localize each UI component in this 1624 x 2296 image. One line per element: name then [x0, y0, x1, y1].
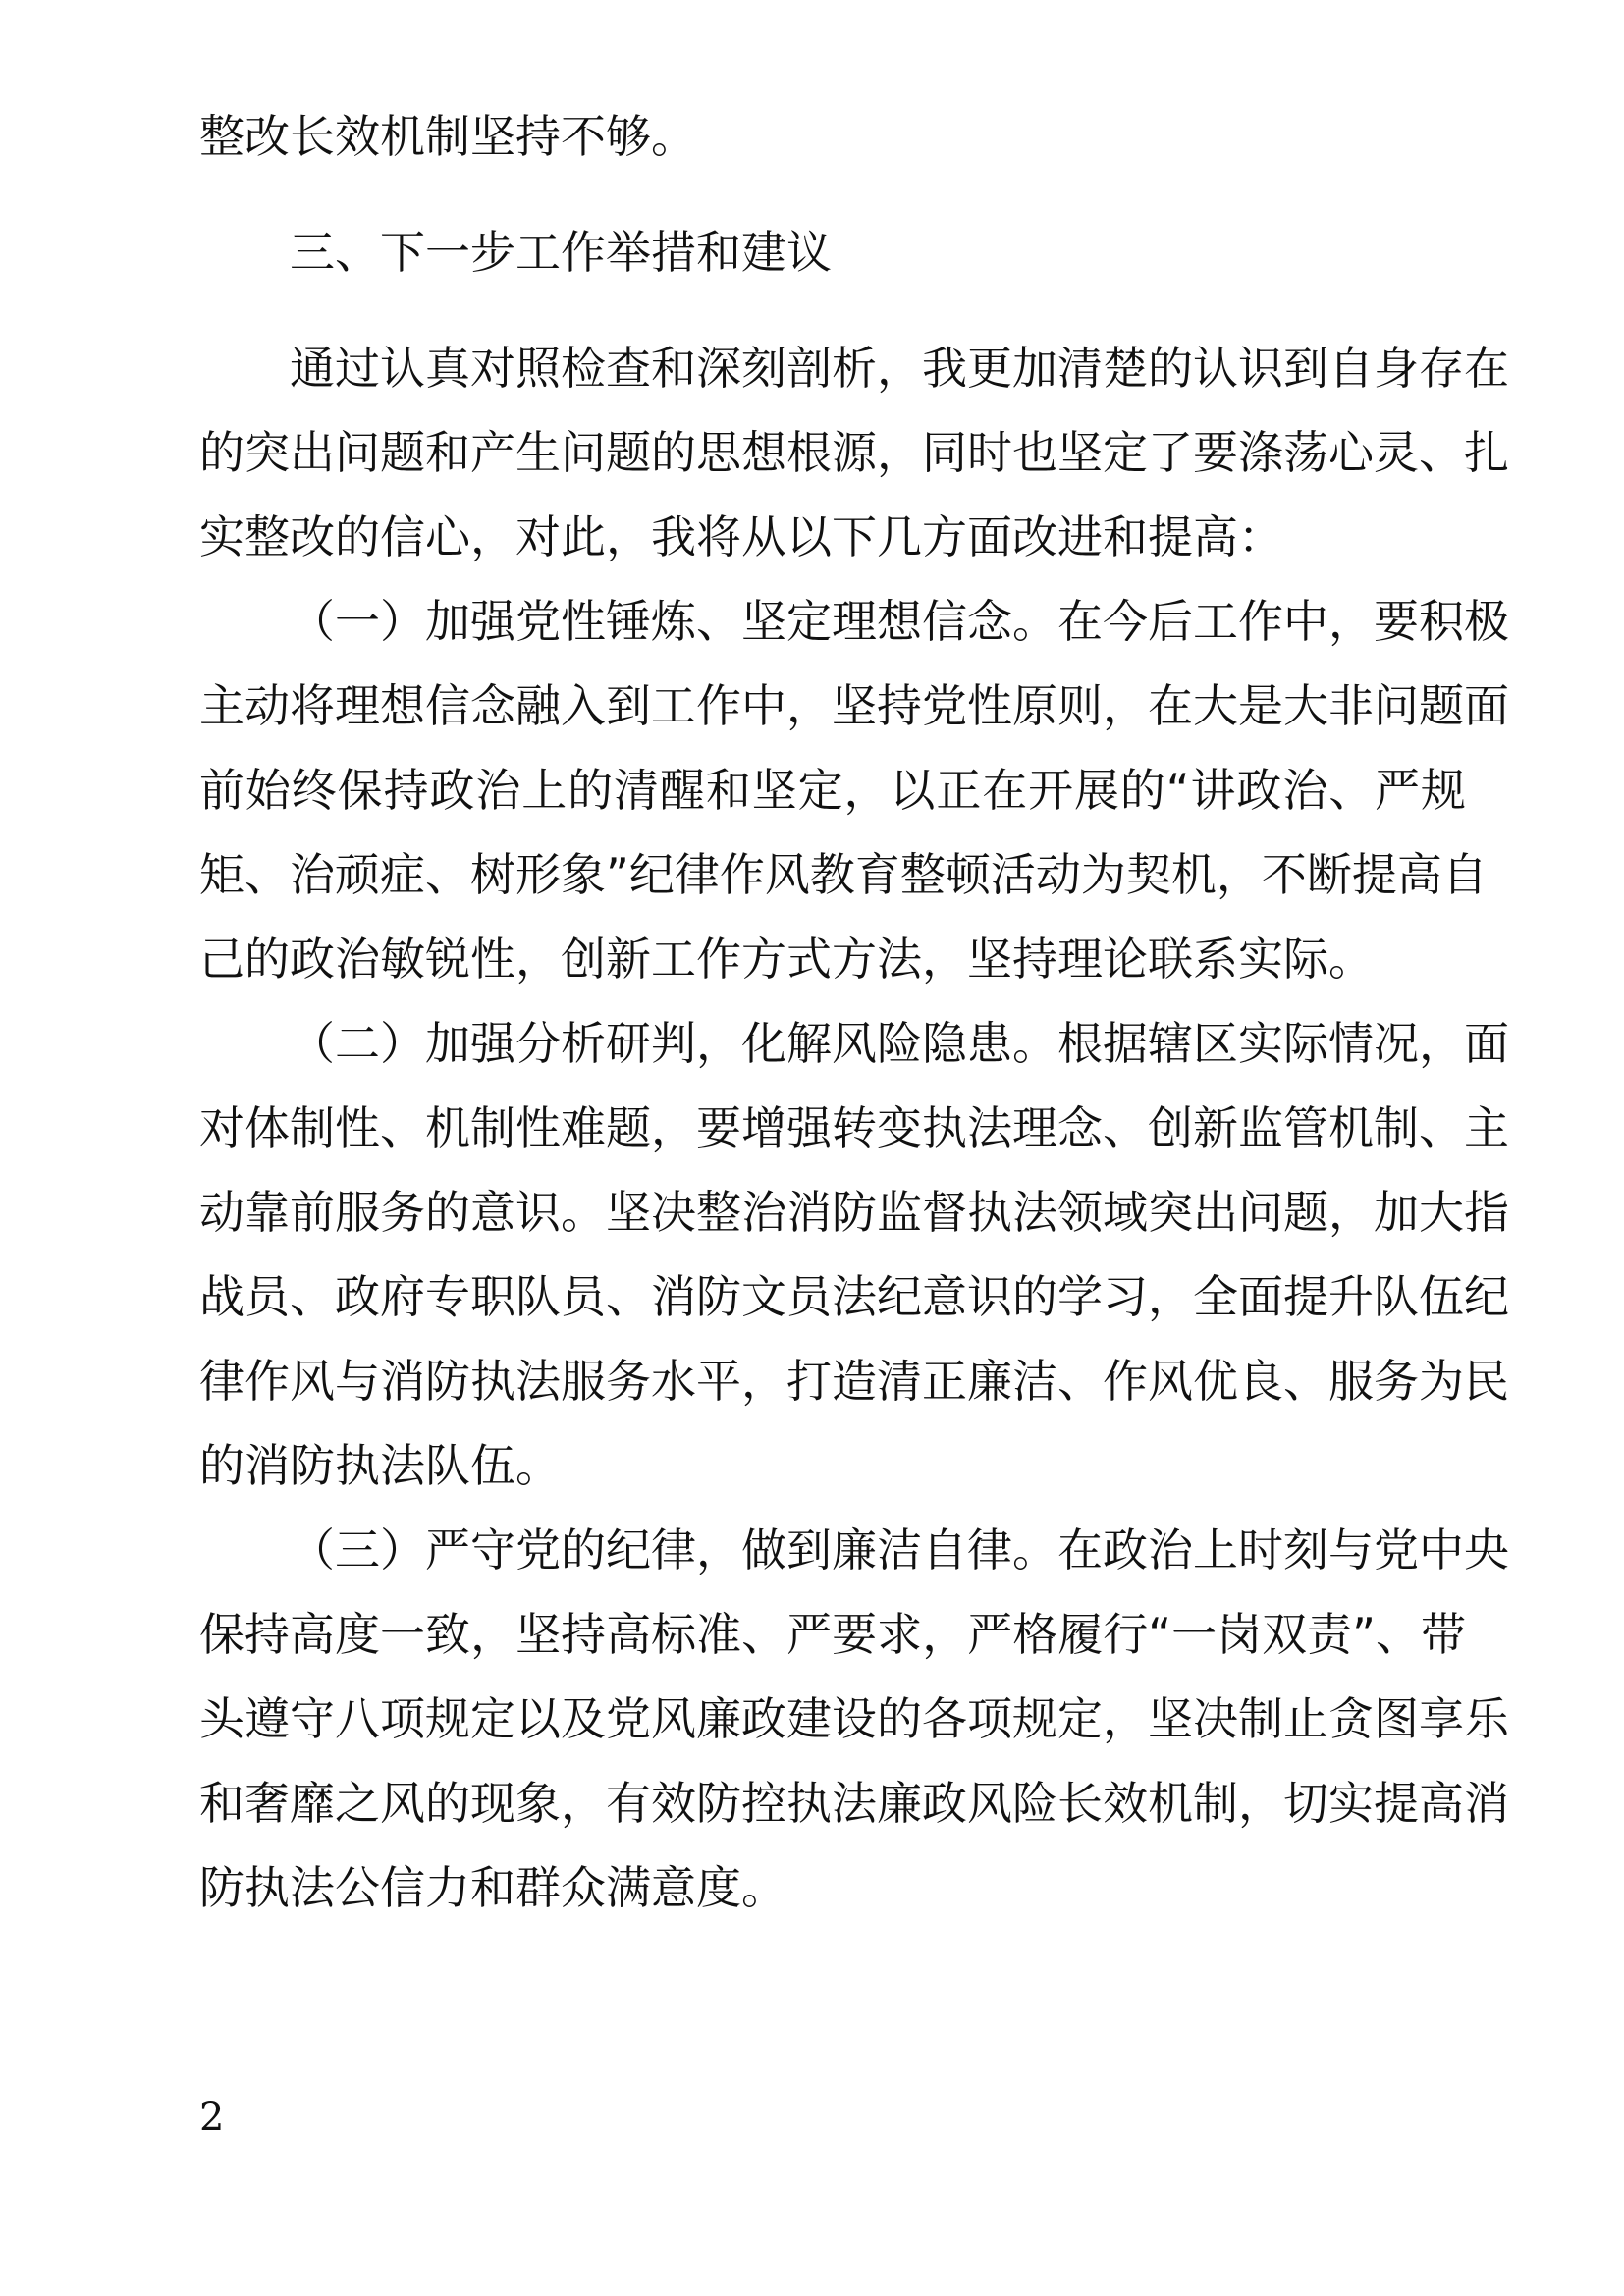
- text-line: 动靠前服务的意识。坚决整治消防监督执法领域突出问题，加大指: [199, 1186, 1509, 1239]
- text-line: 对体制性、机制性难题，要增强转变执法理念、创新监管机制、主: [199, 1101, 1509, 1154]
- item-3-text: 在政治上时刻与党中央: [1057, 1523, 1509, 1576]
- text-line: 矩、治顽症、树形象”纪律作风教育整顿活动为契机，不断提高自: [199, 848, 1488, 901]
- paragraph-item-3: [199, 1508, 1509, 1930]
- text-line: 整改长效机制坚持不够。: [199, 110, 696, 163]
- item-2-text: 根据辖区实际情况，面: [1057, 1017, 1509, 1070]
- text-line: 通过认真对照检查和深刻剖析，我更加清楚的认识到自身存在: [290, 342, 1509, 395]
- item-1-text: 在今后工作中，要积极: [1057, 595, 1509, 648]
- paragraph-intro: [199, 326, 1509, 579]
- text-line: 实整改的信心，对此，我将从以下几方面改进和提高：: [199, 510, 1283, 563]
- page-number: 2: [199, 2095, 225, 2140]
- section-heading: 三、下一步工作举措和建议: [290, 226, 832, 279]
- paragraph-item-1: [199, 579, 1509, 1001]
- document-body: [199, 94, 1509, 1930]
- text-line: 头遵守八项规定以及党风廉政建设的各项规定，坚决制止贪图享乐: [199, 1692, 1509, 1745]
- item-1-lead: （一）加强党性锤炼、坚定理想信念。: [290, 595, 1057, 648]
- text-line: 律作风与消防执法服务水平，打造清正廉洁、作风优良、服务为民: [199, 1355, 1509, 1408]
- paragraph-item-2: [199, 1001, 1509, 1508]
- text-line: [199, 1001, 1509, 1086]
- text-line: 主动将理想信念融入到工作中，坚持党性原则，在大是大非问题面: [199, 679, 1509, 732]
- item-3-lead: （三）严守党的纪律，做到廉洁自律。: [290, 1523, 1057, 1576]
- text-line: [199, 579, 1509, 664]
- text-line: 己的政治敏锐性，创新工作方式方法，坚持理论联系实际。: [199, 933, 1374, 986]
- text-line: 战员、政府专职队员、消防文员法纪意识的学习，全面提升队伍纪: [199, 1270, 1509, 1323]
- text-line: 防执法公信力和群众满意度。: [199, 1861, 786, 1914]
- text-line: 前始终保持政治上的清醒和坚定，以正在开展的“讲政治、严规: [199, 764, 1466, 817]
- text-line: 的消防执法队伍。: [199, 1439, 561, 1492]
- text-line: 和奢靡之风的现象，有效防控执法廉政风险长效机制，切实提高消: [199, 1777, 1509, 1830]
- item-2-lead: （二）加强分析研判，化解风险隐患。: [290, 1017, 1057, 1070]
- text-line: [199, 1508, 1509, 1592]
- text-line: 保持高度一致，坚持高标准、严要求，严格履行“一岗双责”、带: [199, 1608, 1466, 1661]
- text-line: 的突出问题和产生问题的思想根源，同时也坚定了要涤荡心灵、扎: [199, 426, 1509, 479]
